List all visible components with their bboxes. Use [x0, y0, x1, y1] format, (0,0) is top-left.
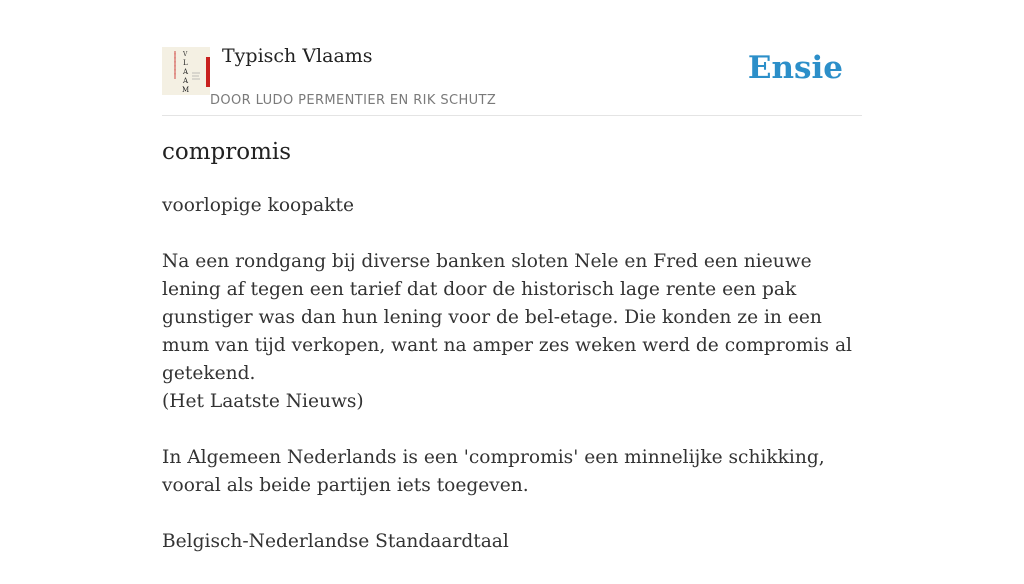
- entry-content: [162, 192, 862, 584]
- header: [162, 0, 862, 116]
- main-container: [162, 0, 862, 552]
- svg-text:M: M: [182, 86, 190, 94]
- brand-logo-link[interactable]: Ensie: [747, 50, 843, 86]
- book-title[interactable]: Typisch Vlaams: [222, 45, 373, 67]
- quote-text: Na een rondgang bij diverse banken sloten Nele en Fred een nieuwe lening af tegen een tarief dat door de historisch lage rente een pak gunstiger was dan hun lening voor de bel-etage. Die konden ze in een mum van tijd verkopen, want na amper zes weken werd de compromis al getekend.: [162, 251, 852, 384]
- entry-definition: voorlopige koopakte: [162, 195, 354, 216]
- quote-source: (Het Laatste Nieuws): [162, 391, 364, 412]
- svg-text:A: A: [183, 68, 189, 76]
- entry-term: compromis: [162, 139, 292, 165]
- svg-text:V: V: [183, 51, 188, 58]
- svg-text:L: L: [183, 59, 188, 67]
- book-cover-icon[interactable]: [162, 47, 210, 95]
- entry-quote: [162, 248, 862, 416]
- authors-byline: DOOR LUDO PERMENTIER EN RIK SCHUTZ: [210, 93, 497, 108]
- entry-section-label: Belgisch-Nederlandse Standaardtaal: [162, 531, 509, 552]
- svg-text:A: A: [183, 77, 189, 85]
- entry-explanation: In Algemeen Nederlands is een 'compromis' een minnelijke schikking, vooral als beide partijen iets toegeven.: [162, 447, 825, 496]
